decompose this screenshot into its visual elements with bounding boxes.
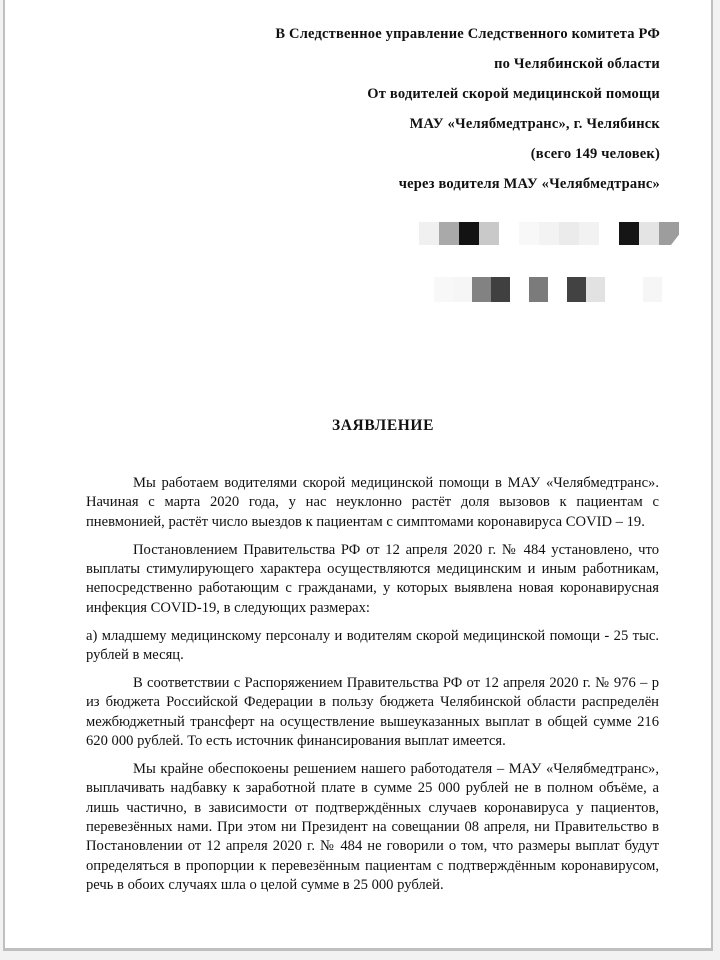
recipient-address-block	[86, 19, 660, 199]
recipient-line: (всего 149 человек)	[530, 146, 660, 162]
redaction-pixel-cell	[624, 277, 643, 302]
redaction-pixel-cell	[434, 277, 453, 302]
recipient-line: В Следственное управление Следственного комитета РФ	[275, 26, 660, 42]
redaction-pixel-cell	[567, 277, 586, 302]
redacted-personal-data-row-2	[434, 277, 662, 302]
document-body	[86, 474, 659, 904]
redaction-pixel-cell	[519, 222, 539, 245]
redaction-pixel-cell	[472, 277, 491, 302]
recipient-line: От водителей скорой медицинской помощи	[367, 86, 660, 102]
body-paragraph: В соответствии с Распоряжением Правительства РФ от 12 апреля 2020 г. № 976 – р из бюджета Российской Федерации в пользу бюджета Челябинской области распределён межбюджетный трансферт на осуществление вышеуказанных выплат в общей сумме 216 620 000 рублей. То есть источник финансирования выплат имеется.	[86, 674, 659, 750]
redaction-pixel-cell	[459, 222, 479, 245]
body-paragraph: Постановлением Правительства РФ от 12 апреля 2020 г. № 484 установлено, что выплаты стимулирующего характера осуществляются медицинским и иным работникам, непосредственно работающим с гражданами, у которых выявлена новая коронавирусная инфекция COVID-19, в следующих размерах:	[86, 541, 659, 616]
body-paragraph: Мы работаем водителями скорой медицинской помощи в МАУ «Челябмедтранс». Начиная с марта 2020 года, у нас неуклонно растёт доля вызовов к пациентам с пневмонией, растёт число выездов к пациентам с симптомами коронавируса COVID – 19.	[86, 475, 659, 530]
redaction-pixel-cell	[491, 277, 510, 302]
redacted-personal-data-row-1	[419, 222, 679, 245]
redaction-pixel-cell	[548, 277, 567, 302]
redaction-pixel-cell	[599, 222, 619, 245]
redaction-pixel-cell	[639, 222, 659, 245]
document-title: ЗАЯВЛЕНИЕ	[331, 417, 435, 434]
redaction-pixel-cell	[453, 277, 472, 302]
redaction-pixel-cell	[559, 222, 579, 245]
redaction-pixel-cell	[439, 222, 459, 245]
recipient-line: МАУ «Челябмедтранс», г. Челябинск	[409, 116, 660, 132]
redaction-pixel-cell	[510, 277, 529, 302]
recipient-line: по Челябинской области	[494, 56, 660, 72]
redaction-pixel-cell	[579, 222, 599, 245]
body-paragraph: а) младшему медицинскому персоналу и водителям скорой медицинской помощи - 25 тыс. рублей в месяц.	[86, 627, 659, 664]
redaction-pixel-cell	[479, 222, 499, 245]
redaction-pixel-cell	[643, 277, 662, 302]
redaction-pixel-cell	[586, 277, 605, 302]
body-paragraph: Мы крайне обеспокоены решением нашего работодателя – МАУ «Челябмедтранс», выплачивать надбавку к заработной плате в сумме 25 000 рублей не в полном объёме, а лишь частично, в зависимости от подтверждённых случаев коронавируса у пациентов, перевезённых нами. При этом ни Президент на совещании 08 апреля, ни Правительство в Постановлении от 12 апреля 2020 г. № 484 не говорили о том, что размеры выплат будут определяться в пропорции к перевезённым пациентам с подтверждённым коронавирусом, речь в обоих случаях шла о целой сумме в 25 000 рублей.	[86, 760, 659, 894]
redaction-pixel-cell	[539, 222, 559, 245]
redaction-pixel-cell	[419, 222, 439, 245]
recipient-line: через водителя МАУ «Челябмедтранс»	[398, 176, 660, 192]
redaction-pixel-cell	[619, 222, 639, 245]
redaction-pixel-cell	[499, 222, 519, 245]
redaction-pixel-cell	[659, 222, 679, 245]
redaction-pixel-cell	[605, 277, 624, 302]
redaction-pixel-cell	[529, 277, 548, 302]
